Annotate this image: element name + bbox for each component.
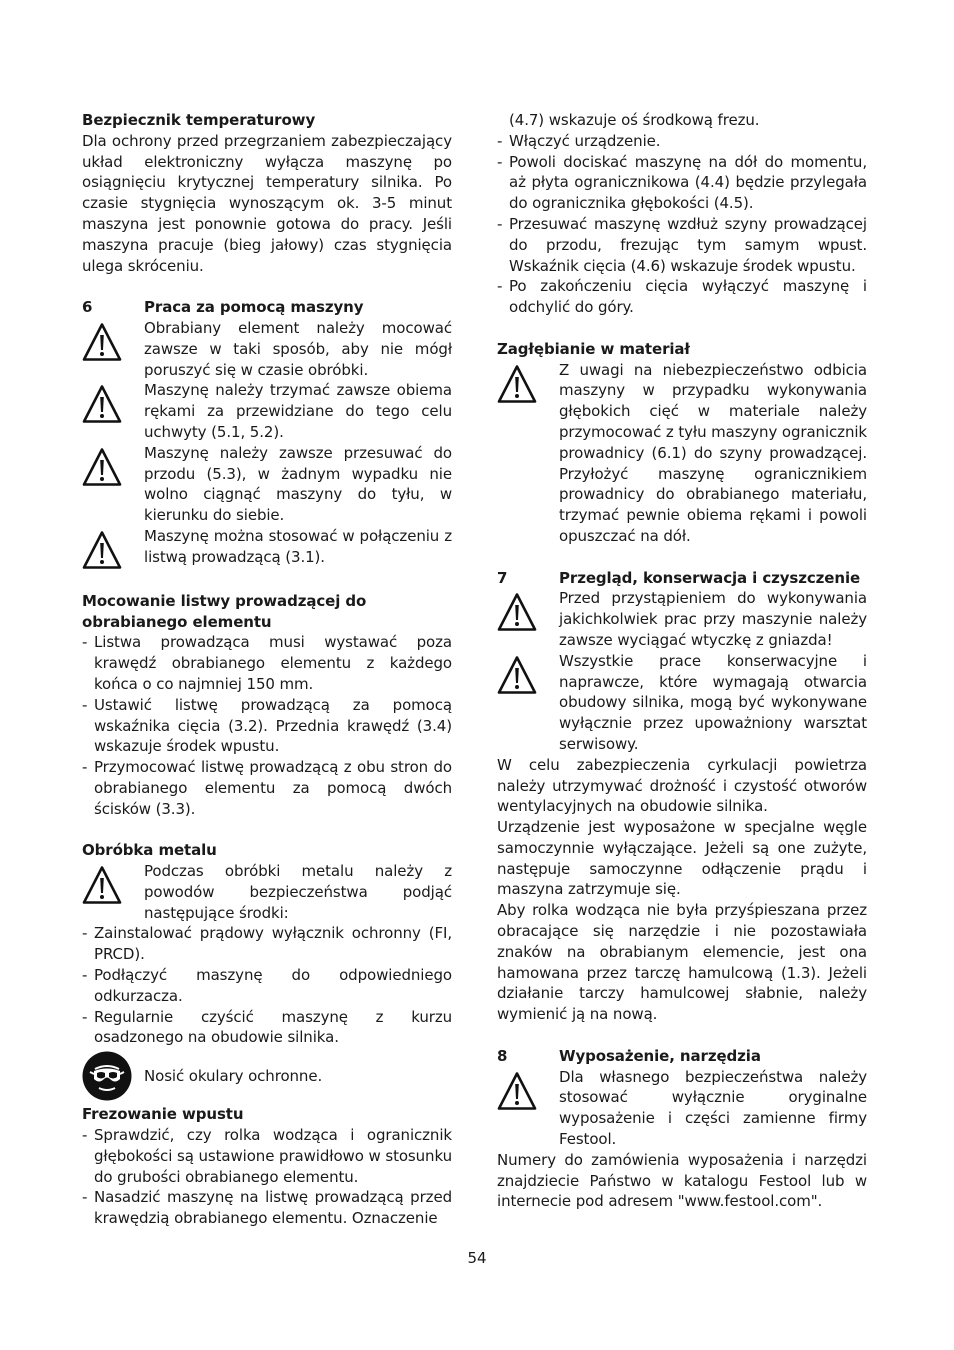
list-item: - Ustawić listwę prowadzącą za pomocą wskaźnika cięcia (3.2). Przednia krawędź (3.4) wskazuje środek wpustu.: [82, 695, 452, 756]
warning-icon: [82, 865, 122, 905]
warning-text: Przed przystąpieniem do wykonywania jakichkolwiek prac przy maszynie należy zawsze wyciągać wtyczkę z gniazda!: [559, 589, 867, 649]
goggles-text: Nosić okulary ochronne.: [144, 1066, 323, 1085]
list-item-text: Włączyć urządzenie.: [509, 131, 661, 150]
warning-text: Maszynę należy zawsze przesuwać do przodu (5.3), w żadnym wypadku nie wolno ciągnąć maszyny do tyłu, w kierunku do siebie.: [144, 443, 452, 525]
warning-icon: [497, 655, 537, 695]
list-item-text: Nasadzić maszynę na listwę prowadzącą przed krawędzią obrabianego elementu. Oznaczenie: [94, 1188, 452, 1228]
list-item-text: Przymocować listwę prowadzącą z obu stron do obrabianego elementu za pomocą dwóch ścisków (3.3).: [94, 758, 452, 818]
groove-heading: Frezowanie wpustu: [82, 1105, 244, 1124]
section-7-heading: [497, 568, 867, 589]
warning-block: [497, 1067, 867, 1150]
warning-text: Maszynę można stosować w połączeniu z listwą prowadzącą (3.1).: [144, 526, 452, 566]
list-item: - Po zakończeniu cięcia wyłączyć maszynę i odchylić do góry.: [497, 277, 867, 317]
thermal-heading: Bezpiecznik temperaturowy: [82, 111, 316, 129]
list-item: - Podłączyć maszynę do odpowiedniego odkurzacza.: [82, 966, 452, 1005]
warning-text: Obrabiany element należy mocować zawsze w taki sposób, aby nie mógł poruszyć się w czasie obróbki.: [144, 318, 452, 379]
warning-block: [82, 443, 452, 526]
safety-goggles-icon: [82, 1051, 132, 1101]
warning-icon: [82, 447, 122, 487]
list-item-text: Po zakończeniu cięcia wyłączyć maszynę i odchylić do góry.: [509, 277, 867, 317]
section-6-heading: [82, 297, 452, 318]
right-column: [497, 110, 867, 1212]
list-item: - Sprawdzić, czy rolka wodząca i ogranicznik głębokości są ustawione prawidłowo w stosunku do grubości obrabianego elementu.: [82, 1126, 452, 1186]
list-item-text: Sprawdzić, czy rolka wodząca i ogranicznik głębokości są ustawione prawidłowo w stosunku do grubości obrabianego elementu.: [94, 1126, 452, 1186]
list-item: - Listwa prowadząca musi wystawać poza krawędź obrabianego elementu z każdego końca o co najmniej 150 mm.: [82, 633, 452, 693]
body-paragraph: Aby rolka wodząca nie była przyśpieszana przez obracające się narzędzie i nie pozostawiała znaków na obrabianym elemencie, jest ona hamowana przez tarczę hamulcową (1.3). Jeżeli działanie tarczy hamulcowej słabnie, należy wymienić ją na nową.: [497, 901, 867, 1024]
section-title: Praca za pomocą maszyny: [144, 298, 364, 317]
list-item-text: Podłączyć maszynę do odpowiedniego odkurzacza.: [94, 966, 452, 1005]
section-number: 6: [82, 298, 93, 317]
warning-text: Z uwagi na niebezpieczeństwo odbicia maszyny w przypadku wykonywania głębokich cięć w materiale należy przymocować z tyłu maszyny ogranicznik prowadnicy (6.1) do szyny prowadzącej. Przyłożyć maszynę ogranicznikiem prowadnicy do obrabianego materiału, trzymać pewnie obiema rękami i powoli opuszczać na dół.: [559, 360, 867, 545]
list-item-text: (4.7) wskazuje oś środkową frezu.: [509, 111, 760, 129]
body-paragraph: Urządzenie jest wyposażone w specjalne węgle samoczynnie wyłączające. Jeżeli są one zużyte, następuje samoczynne odłączenie prądu i maszyna zatrzymuje się.: [497, 818, 867, 899]
list-item: - Przesuwać maszynę wzdłuż szyny prowadzącej do przodu, frezując tym samym wpust. Wskaźnik cięcia (4.6) wskazuje środek wpustu.: [497, 214, 867, 275]
section-title: Przegląd, konserwacja i czyszczenie: [559, 568, 861, 587]
list-item-text: Listwa prowadząca musi wystawać poza krawędź obrabianego elementu z każdego końca o co najmniej 150 mm.: [94, 633, 452, 693]
warning-text: Maszynę należy trzymać zawsze obiema rękami za przewidziane do tego celu uchwyty (5.1, 5.2).: [144, 381, 452, 441]
metal-heading: Obróbka metalu: [82, 841, 217, 860]
warning-icon: [497, 1071, 537, 1111]
list-item: - Przymocować listwę prowadzącą z obu stron do obrabianego elementu za pomocą dwóch ścisków (3.3).: [82, 758, 452, 818]
warning-block: [82, 861, 452, 923]
warning-icon: [82, 384, 122, 424]
warning-text: Wszystkie prace konserwacyjne i naprawcze, które wymagają otwarcia obudowy silnika, mogą być wykonywane wyłącznie przez upoważniony warsztat serwisowy.: [559, 651, 867, 753]
list-item: - Powoli dociskać maszynę na dół do momentu, aż płyta ogranicznikowa (4.4) będzie przylegała do ogranicznika głębokości (4.5).: [497, 152, 867, 213]
list-item: - Zainstalować prądowy wyłącznik ochronny (FI, PRCD).: [82, 924, 452, 964]
list-item-text: Powoli dociskać maszynę na dół do momentu, aż płyta ogranicznikowa (4.4) będzie przylegała do ogranicznika głębokości (4.5).: [509, 152, 867, 213]
warning-block: [497, 651, 867, 755]
list-item-continuation: [497, 110, 867, 131]
list-item-text: Ustawić listwę prowadzącą za pomocą wskaźnika cięcia (3.2). Przednia krawędź (3.4) wskazuje środek wpustu.: [94, 695, 452, 756]
list-item: - Regularnie czyścić maszynę z kurzu osadzonego na obudowie silnika.: [82, 1007, 452, 1047]
body-paragraph: W celu zabezpieczenia cyrkulacji powietrza należy utrzymywać drożność i czystość otworów wentylacyjnych na obudowie silnika.: [497, 755, 867, 816]
list-item: - Nasadzić maszynę na listwę prowadzącą przed krawędzią obrabianego elementu. Oznaczenie: [82, 1188, 452, 1228]
warning-icon: [82, 530, 122, 570]
warning-block: [82, 318, 452, 380]
section-number: 8: [497, 1046, 508, 1065]
body-paragraph: Numery do zamówienia wyposażenia i narzędzi znajdziecie Państwo w katalogu Festool lub w internecie pod adresem "www.festool.com".: [497, 1150, 867, 1211]
list-item-text: Regularnie czyścić maszynę z kurzu osadzonego na obudowie silnika.: [94, 1007, 452, 1047]
page-number: 54: [467, 1249, 487, 1267]
warning-block: [497, 360, 867, 547]
warning-block: [82, 526, 452, 570]
warning-icon: [82, 322, 122, 362]
thermal-text: Dla ochrony przed przegrzaniem zabezpieczający układ elektroniczny wyłącza maszynę po osiągnięciu krytycznej temperatury silnika. Po czasie stygnięcia wynoszącym ok. 3-5 minut maszyna jest ponownie gotowa do pracy. Jeśli maszyna pracuje (bieg jałowy) czas stygnięcia ulega skróceniu.: [82, 131, 452, 275]
warning-icon: [497, 592, 537, 632]
guide-heading: Mocowanie listwy prowadzącej do obrabianego elementu: [82, 591, 367, 631]
warning-block: [497, 588, 867, 650]
section-8-heading: [497, 1046, 867, 1067]
list-item-text: Przesuwać maszynę wzdłuż szyny prowadzącej do przodu, frezując tym samym wpust. Wskaźnik cięcia (4.6) wskazuje środek wpustu.: [509, 214, 867, 275]
warning-block: [82, 380, 452, 442]
section-title: Wyposażenie, narzędzia: [559, 1046, 761, 1065]
list-item-text: Zainstalować prądowy wyłącznik ochronny (FI, PRCD).: [94, 924, 452, 964]
warning-text: Dla własnego bezpieczeństwa należy stosować wyłącznie oryginalne wyposażenie i części zamienne firmy Festool.: [559, 1067, 867, 1149]
left-column: [82, 110, 452, 1229]
warning-text: Podczas obróbki metalu należy z powodów bezpieczeństwa podjąć następujące środki:: [144, 862, 452, 922]
section-number: 7: [497, 568, 508, 587]
goggles-block: [82, 1050, 452, 1102]
warning-icon: [497, 364, 537, 404]
plunge-heading: Zagłębianie w materiał: [497, 339, 690, 358]
list-item: - Włączyć urządzenie.: [497, 131, 867, 152]
